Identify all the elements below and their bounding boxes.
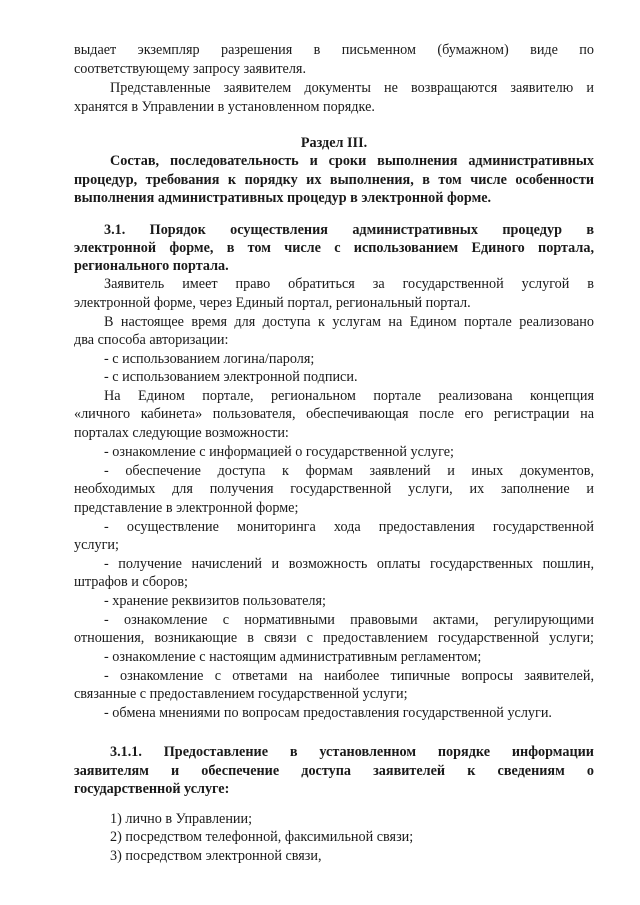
- body-line: порталах следующие возможности:: [74, 425, 289, 441]
- body-line: - ознакомление с ответами на наиболее типичные вопросы заявителей,: [104, 668, 594, 684]
- intro-line: Представленные заявителем документы не возвращаются заявителю и: [110, 80, 594, 96]
- subsection-3-1-1-line: заявителям и обеспечение доступа заявителей к сведениям о: [74, 763, 594, 779]
- subsection-3-1-1-line: 3.1.1. Предоставление в установленном порядке информации: [110, 744, 594, 760]
- body-line: - с использованием электронной подписи.: [104, 369, 358, 385]
- list-item: 3) посредством электронной связи,: [110, 848, 322, 864]
- body-line: - осуществление мониторинга хода предоставления государственной: [104, 519, 594, 535]
- intro-line: выдает экземпляр разрешения в письменном (бумажном) виде по: [74, 42, 594, 58]
- body-line: В настоящее время для доступа к услугам на Едином портале реализовано: [104, 314, 594, 330]
- subsection-3-1-line: электронной форме, в том числе с использованием Единого портала,: [74, 240, 594, 256]
- body-line: два способа авторизации:: [74, 332, 229, 348]
- section-heading-line: процедур, требования к порядку их выполнения, в том числе особенности: [74, 172, 594, 188]
- section-heading-line: выполнения административных процедур в электронной форме.: [74, 190, 492, 206]
- body-line: необходимых для получения государственной услуги, их заполнение и: [74, 481, 594, 497]
- body-line: «личного кабинета» пользователя, обеспечивающая после его регистрации на: [74, 406, 594, 422]
- body-line: - обмена мнениями по вопросам предоставления государственной услуги.: [104, 705, 552, 721]
- subsection-3-1-line: регионального портала.: [74, 258, 229, 274]
- subsection-3-1-line: 3.1. Порядок осуществления административных процедур в: [104, 222, 594, 238]
- body-line: На Едином портале, региональном портале реализована концепция: [104, 388, 594, 404]
- list-item: 1) лично в Управлении;: [110, 811, 253, 827]
- body-line: - получение начислений и возможность оплаты государственных пошлин,: [104, 556, 594, 572]
- subsection-3-1-1-line: государственной услуге:: [74, 781, 230, 797]
- body-line: представление в электронной форме;: [74, 500, 299, 516]
- body-line: отношения, возникающие в связи с предоставлением государственной услуги;: [74, 630, 594, 646]
- body-line: электронной форме, через Единый портал, региональный портал.: [74, 295, 471, 311]
- section-title: Раздел III.: [300, 135, 368, 151]
- section-heading-line: Состав, последовательность и сроки выполнения административных: [110, 153, 594, 169]
- body-line: услуги;: [74, 537, 119, 553]
- body-line: - ознакомление с нормативными правовыми актами, регулирующими: [104, 612, 594, 628]
- body-line: связанные с предоставлением государственной услуги;: [74, 686, 408, 702]
- body-line: - хранение реквизитов пользователя;: [104, 593, 326, 609]
- body-line: Заявитель имеет право обратиться за государственной услугой в: [104, 276, 594, 292]
- body-line: - с использованием логина/пароля;: [104, 351, 315, 367]
- body-line: - ознакомление с информацией о государственной услуге;: [104, 444, 454, 460]
- intro-line: хранятся в Управлении в установленном порядке.: [74, 99, 375, 115]
- intro-line: соответствующему запросу заявителя.: [74, 61, 306, 77]
- body-line: - ознакомление с настоящим административным регламентом;: [104, 649, 482, 665]
- body-line: - обеспечение доступа к формам заявлений и иных документов,: [104, 463, 594, 479]
- list-item: 2) посредством телефонной, факсимильной связи;: [110, 829, 414, 845]
- body-line: штрафов и сборов;: [74, 574, 188, 590]
